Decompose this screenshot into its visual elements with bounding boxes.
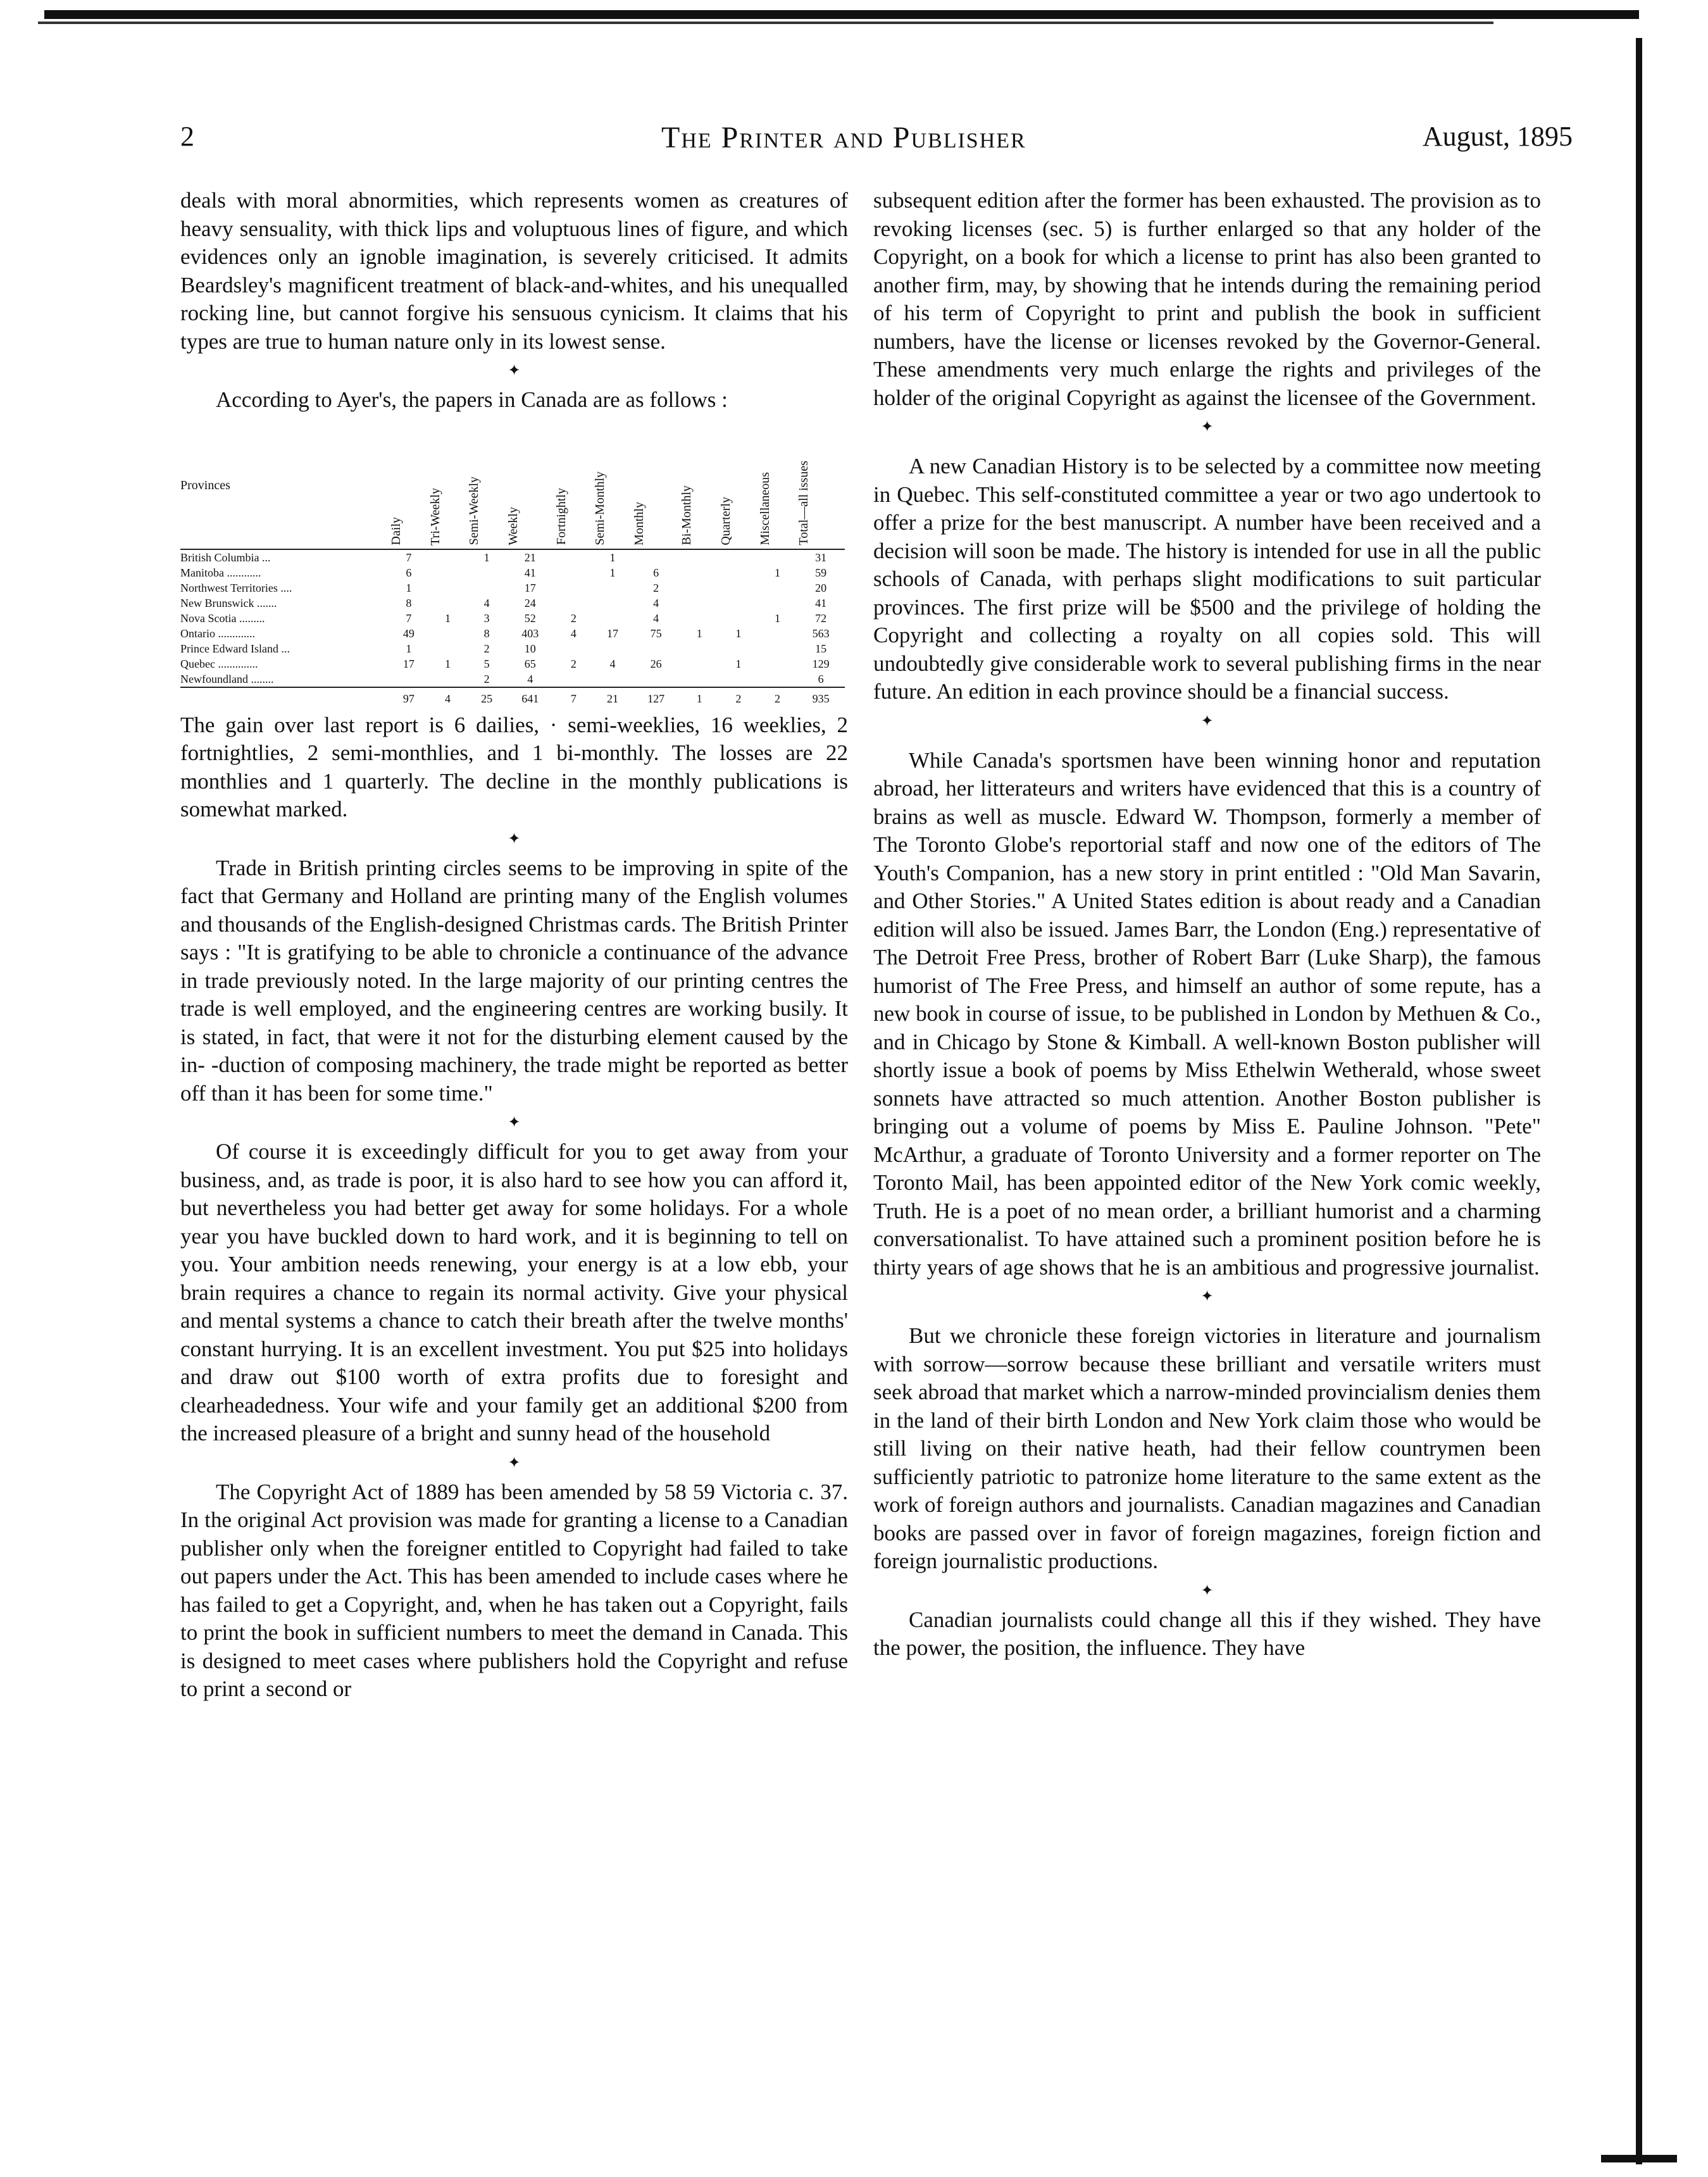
paragraph: But we chronicle these foreign victories in literature and journalism with sorrow—sorrow because these brilliant and versatile writers must seek abroad that market which a narrow-minded provincialism denies them in the land of their birth London and New York claim those who would be still living on their native heath, had their fellow countrymen been sufficiently patriotic to patronize home literature to the same extent as the work of foreign authors and journalists. Canadian magazines and Canadian books are passed over in favor of foreign magazines, foreign fiction and foreign journalistic productions. <box>873 1323 1541 1573</box>
table-cell: 10 <box>524 642 536 655</box>
right-margin-rule <box>1636 38 1642 2164</box>
provinces-header: Provinces <box>180 422 389 549</box>
table-row <box>180 580 845 596</box>
province-name: Quebec .............. <box>180 657 258 670</box>
table-cell <box>593 611 632 626</box>
total-cell: 97 <box>389 687 428 706</box>
section-ornament: ✦ <box>508 1114 521 1131</box>
total-cell: 21 <box>593 687 632 706</box>
table-row <box>180 626 845 641</box>
province-name: Newfoundland ........ <box>180 672 274 685</box>
table-cell: 1 <box>444 657 451 670</box>
table-cell: 75 <box>650 627 662 640</box>
table-cell <box>758 656 797 671</box>
table-cell <box>680 611 719 626</box>
col-header: Semi-Weekly <box>467 422 506 549</box>
table-cell <box>632 641 680 656</box>
table-cell: 1 <box>735 627 742 640</box>
section-ornament: ✦ <box>1200 1288 1214 1305</box>
col-header: Daily <box>389 422 428 549</box>
table-cell <box>719 671 758 687</box>
table-cell: 6 <box>406 566 412 579</box>
table-cell <box>428 626 468 641</box>
table-cell <box>554 565 594 580</box>
table-cell: 1 <box>444 611 451 625</box>
table-cell: 1 <box>406 642 412 655</box>
table-cell <box>680 565 719 580</box>
issue-date: August, 1895 <box>1422 121 1573 152</box>
col-header: Miscellaneous <box>758 422 797 549</box>
section-ornament: ✦ <box>1200 419 1214 435</box>
table-cell: 49 <box>402 627 415 640</box>
table-row <box>180 611 845 626</box>
paragraph: Trade in British printing circles seems to be improving in spite of the fact that Germany and Holland are printing many of the English volumes and thousands of the English-designed Christmas cards. The British Printer says : "It is gratifying to be able to chronicle a continuance of the advance in trade previously noted. In the large majority of our printing centres the trade is well employed, and the engineering centres are working busily. It is stated, in fact, that were it not for the disturbing element caused by the in- -duction of composing machinery, the trade might be reported as better off than it has been for some time." <box>180 855 848 1106</box>
table-cell: 5 <box>483 657 490 670</box>
running-title: The Printer and Publisher <box>661 121 1026 154</box>
table-cell: 26 <box>650 657 662 670</box>
table-cell: 2 <box>570 611 577 625</box>
paragraph: The Copyright Act of 1889 has been amended by 58 59 Victoria c. 37. In the original Act provision was made for granting a license to a Canadian publisher only when the foreigner entitled to Copyright had failed to take out papers under the Act. This has been amended to include cases where he has failed to get a Copyright, and, when he has taken out a Copyright, fails to print the book in sufficient numbers to meet the demand in Canada. This is designed to meet cases where publishers hold the Copyright and refuse to print a second or <box>180 1479 848 1701</box>
table-cell: 17 <box>402 657 415 670</box>
table-cell <box>467 580 506 596</box>
province-name: Manitoba ............ <box>180 566 261 579</box>
table-cell <box>428 580 468 596</box>
paragraph: The gain over last report is 6 dailies, · semi-weeklies, 16 weeklies, 2 fortnightlies, 2 semi-monthlies, and 1 bi-monthly. The losses are 22 monthlies and 1 quarterly. The decline in the monthly publications is somewhat marked. <box>180 712 848 821</box>
table-cell <box>719 596 758 611</box>
section-ornament: ✦ <box>1200 713 1214 730</box>
top-border-rule-thin <box>38 22 1493 24</box>
province-name: British Columbia ... <box>180 551 271 564</box>
total-cell: 1 <box>680 687 719 706</box>
paragraph: Canadian journalists could change all this if they wished. They have the power, the position, the influence. They have <box>873 1607 1541 1660</box>
column-left <box>180 187 848 1704</box>
table-cell: 15 <box>815 642 827 655</box>
total-cell: 2 <box>719 687 758 706</box>
table-cell <box>428 565 468 580</box>
table-cell: 563 <box>812 627 830 640</box>
table-cell: 1 <box>483 551 490 564</box>
table-cell: 4 <box>609 657 616 670</box>
paragraph: Of course it is exceedingly difficult for you to get away from your business, and, as trade is poor, it is also hard to see how you can afford it, but nevertheless you had better get away for some holidays. For a whole year you have buckled down to hard work, and it is beginning to tell on you. Your ambition needs renewing, your energy is at a low ebb, your brain requires a chance to regain its normal activity. Give your physical and mental systems a chance to catch their breath after the twelve months' constant hurrying. It is an excellent investment. You put $25 into holidays and draw out $100 worth of extra profits due to foresight and clearheadedness. Your wife and your family get an additional $200 from the increased pleasure of a bright and sunny head of the household <box>180 1139 848 1445</box>
table-row <box>180 596 845 611</box>
col-header: Monthly <box>632 422 680 549</box>
table-cell: 2 <box>483 642 490 655</box>
table-cell: 6 <box>818 672 824 685</box>
page-number: 2 <box>180 121 194 152</box>
table-cell: 1 <box>609 566 616 579</box>
column-right <box>873 187 1541 1662</box>
section-ornament: ✦ <box>508 830 521 847</box>
total-cell: 7 <box>554 687 594 706</box>
table-cell: 4 <box>483 596 490 609</box>
table-cell: 59 <box>815 566 827 579</box>
table-cell: 41 <box>815 596 827 609</box>
col-header: Quarterly <box>719 422 758 549</box>
table-cell <box>593 596 632 611</box>
paragraph: According to Ayer's, the papers in Canada are as follows : <box>216 387 728 412</box>
right-margin-rule-foot <box>1601 2155 1677 2162</box>
table-cell: 7 <box>406 551 412 564</box>
table-cell <box>758 641 797 656</box>
table-cell: 3 <box>483 611 490 625</box>
paragraph: subsequent edition after the former has been exhausted. The provision as to revoking licenses (sec. 5) is further enlarged so that any holder of the Copyright, on a book for which a license to print has also been granted to another firm, may, by showing that he intends during the remaining period of his term of Copyright to print and publish the book in sufficient numbers, have the license or licenses revoked by the Governor-General. These amendments very much enlarge the rights and privileges of the holder of the original Copyright as against the licensee of the Government. <box>873 188 1541 410</box>
table-cell: 8 <box>483 627 490 640</box>
table-cell <box>719 549 758 565</box>
table-cell <box>680 671 719 687</box>
table-cell: 17 <box>606 627 618 640</box>
table-cell: 8 <box>406 596 412 609</box>
table-cell: 4 <box>653 596 659 609</box>
table-cell <box>428 641 468 656</box>
table-cell: 1 <box>735 657 742 670</box>
col-header: Semi-Monthly <box>593 422 632 549</box>
table-cell <box>680 580 719 596</box>
table-cell <box>632 549 680 565</box>
table-cell: 41 <box>524 566 536 579</box>
section-ornament: ✦ <box>1200 1582 1214 1599</box>
table-cell <box>632 671 680 687</box>
province-name: New Brunswick ....... <box>180 596 277 609</box>
total-cell: 127 <box>632 687 680 706</box>
table-cell: 1 <box>774 566 780 579</box>
col-header: Weekly <box>506 422 554 549</box>
table-cell: 52 <box>524 611 536 625</box>
table-cell: 403 <box>521 627 539 640</box>
table-cell: 24 <box>524 596 536 609</box>
total-cell: 2 <box>758 687 797 706</box>
table-cell: 21 <box>524 551 536 564</box>
table-cell: 4 <box>653 611 659 625</box>
col-header: Fortnightly <box>554 422 594 549</box>
table-cell <box>593 671 632 687</box>
province-name: Ontario ............. <box>180 627 255 640</box>
table-cell <box>758 626 797 641</box>
table-cell: 72 <box>815 611 827 625</box>
col-header: Tri-Weekly <box>428 422 468 549</box>
table-header-row <box>180 422 845 549</box>
table-cell <box>719 565 758 580</box>
province-name: Nova Scotia ......... <box>180 611 265 625</box>
table-cell <box>680 549 719 565</box>
table-cell: 2 <box>570 657 577 670</box>
table-row <box>180 671 845 687</box>
province-name: Northwest Territories .... <box>180 581 292 594</box>
newspaper-statistics-table <box>180 422 845 706</box>
table-cell <box>680 641 719 656</box>
table-cell: 2 <box>653 581 659 594</box>
table-cell: 1 <box>696 627 702 640</box>
table-cell <box>428 596 468 611</box>
total-cell: 935 <box>797 687 845 706</box>
col-header: Total—all issues <box>797 422 845 549</box>
paragraph: deals with moral abnormities, which represents women as creatures of heavy sensuality, with thick lips and voluptuous lines of figure, and which evidences only an ignoble imagination, is severely criticised. It admits Beardsley's magnificent treatment of black-and-whites, and his unequalled rocking line, but cannot forgive his sensuous cynicism. It claims that his types are true to human nature only in its lowest sense. <box>180 188 848 354</box>
table-cell <box>554 549 594 565</box>
top-border-rule <box>44 10 1639 19</box>
table-cell <box>467 565 506 580</box>
table-cell <box>389 671 428 687</box>
table-cell <box>758 671 797 687</box>
table-row <box>180 656 845 671</box>
total-cell: 641 <box>506 687 554 706</box>
table-cell <box>554 641 594 656</box>
table-row <box>180 641 845 656</box>
table-cell: 4 <box>527 672 533 685</box>
table-cell <box>719 641 758 656</box>
table-cell: 1 <box>609 551 616 564</box>
table-cell: 65 <box>524 657 536 670</box>
table-cell <box>593 580 632 596</box>
table-cell: 1 <box>406 581 412 594</box>
table-row <box>180 565 845 580</box>
table-totals-row <box>180 687 845 706</box>
table-cell: 20 <box>815 581 827 594</box>
table-cell: 4 <box>570 627 577 640</box>
table-cell <box>680 656 719 671</box>
section-ornament: ✦ <box>508 363 521 379</box>
table-cell: 31 <box>815 551 827 564</box>
table-cell <box>758 549 797 565</box>
page-header <box>180 120 1573 158</box>
col-header: Bi-Monthly <box>680 422 719 549</box>
total-cell: 4 <box>428 687 468 706</box>
table-cell <box>554 671 594 687</box>
table-cell: 6 <box>653 566 659 579</box>
table-cell <box>680 596 719 611</box>
table-cell: 17 <box>524 581 536 594</box>
table-cell: 7 <box>406 611 412 625</box>
table-cell <box>428 549 468 565</box>
table-cell <box>719 611 758 626</box>
section-ornament: ✦ <box>508 1454 521 1471</box>
table-cell <box>719 580 758 596</box>
table-cell <box>428 671 468 687</box>
table-cell <box>554 596 594 611</box>
table-cell: 129 <box>812 657 830 670</box>
table-row <box>180 549 845 565</box>
table-cell: 2 <box>483 672 490 685</box>
paragraph: A new Canadian History is to be selected by a committee now meeting in Quebec. This self-constituted committee a year or two ago undertook to offer a prize for the best manuscript. A number have been received and a decision will soon be made. The history is intended for use in all the public schools of Canada, with perhaps slight modifications to suit particular provinces. The first prize will be $500 and the privilege of holding the Copyright and collecting a royalty on all copies sold. This will undoubtedly give considerable work to several publishing firms in the near future. An edition in each province should be a financial success. <box>873 454 1541 704</box>
province-name: Prince Edward Island ... <box>180 642 290 655</box>
table-cell <box>554 580 594 596</box>
paragraph: While Canada's sportsmen have been winning honor and reputation abroad, her litterateurs and writers have evidenced that this is a country of brains as well as muscle. Edward W. Thompson, formerly a member of The Toronto Globe's reportorial staff and now one of the editors of The Youth's Companion, has a new story in print entitled : "Old Man Savarin, and Other Stories." A United States edition is about ready and a Canadian edition will also be issued. James Barr, the London (Eng.) representative of The Detroit Free Press, brother of Robert Barr (Luke Sharp), the famous humorist of The Free Press, and himself an author of some repute, has a new book in course of issue, to be published in London by Methuen & Co., and in Chicago by Stone & Kimball. A well-known Boston publisher will shortly issue a book of poems by Miss Ethelwin Wetherald, whose sweet sonnets have attracted so much attention. Another Boston publisher is bringing out a volume of poems by Miss E. Pauline Johnson. "Pete" McArthur, a graduate of Toronto University and a former reporter on The Toronto Mail, has been appointed editor of the New York comic weekly, Truth. He is a poet of no mean order, a brilliant humorist and a charming conversationalist. To have attained such a prominent position before he is thirty years of age shows that he is an ambitious and progressive journalist. <box>873 747 1541 1280</box>
table-cell <box>593 641 632 656</box>
table-cell: 1 <box>774 611 780 625</box>
total-cell: 25 <box>467 687 506 706</box>
table-cell <box>758 580 797 596</box>
table-cell <box>758 596 797 611</box>
